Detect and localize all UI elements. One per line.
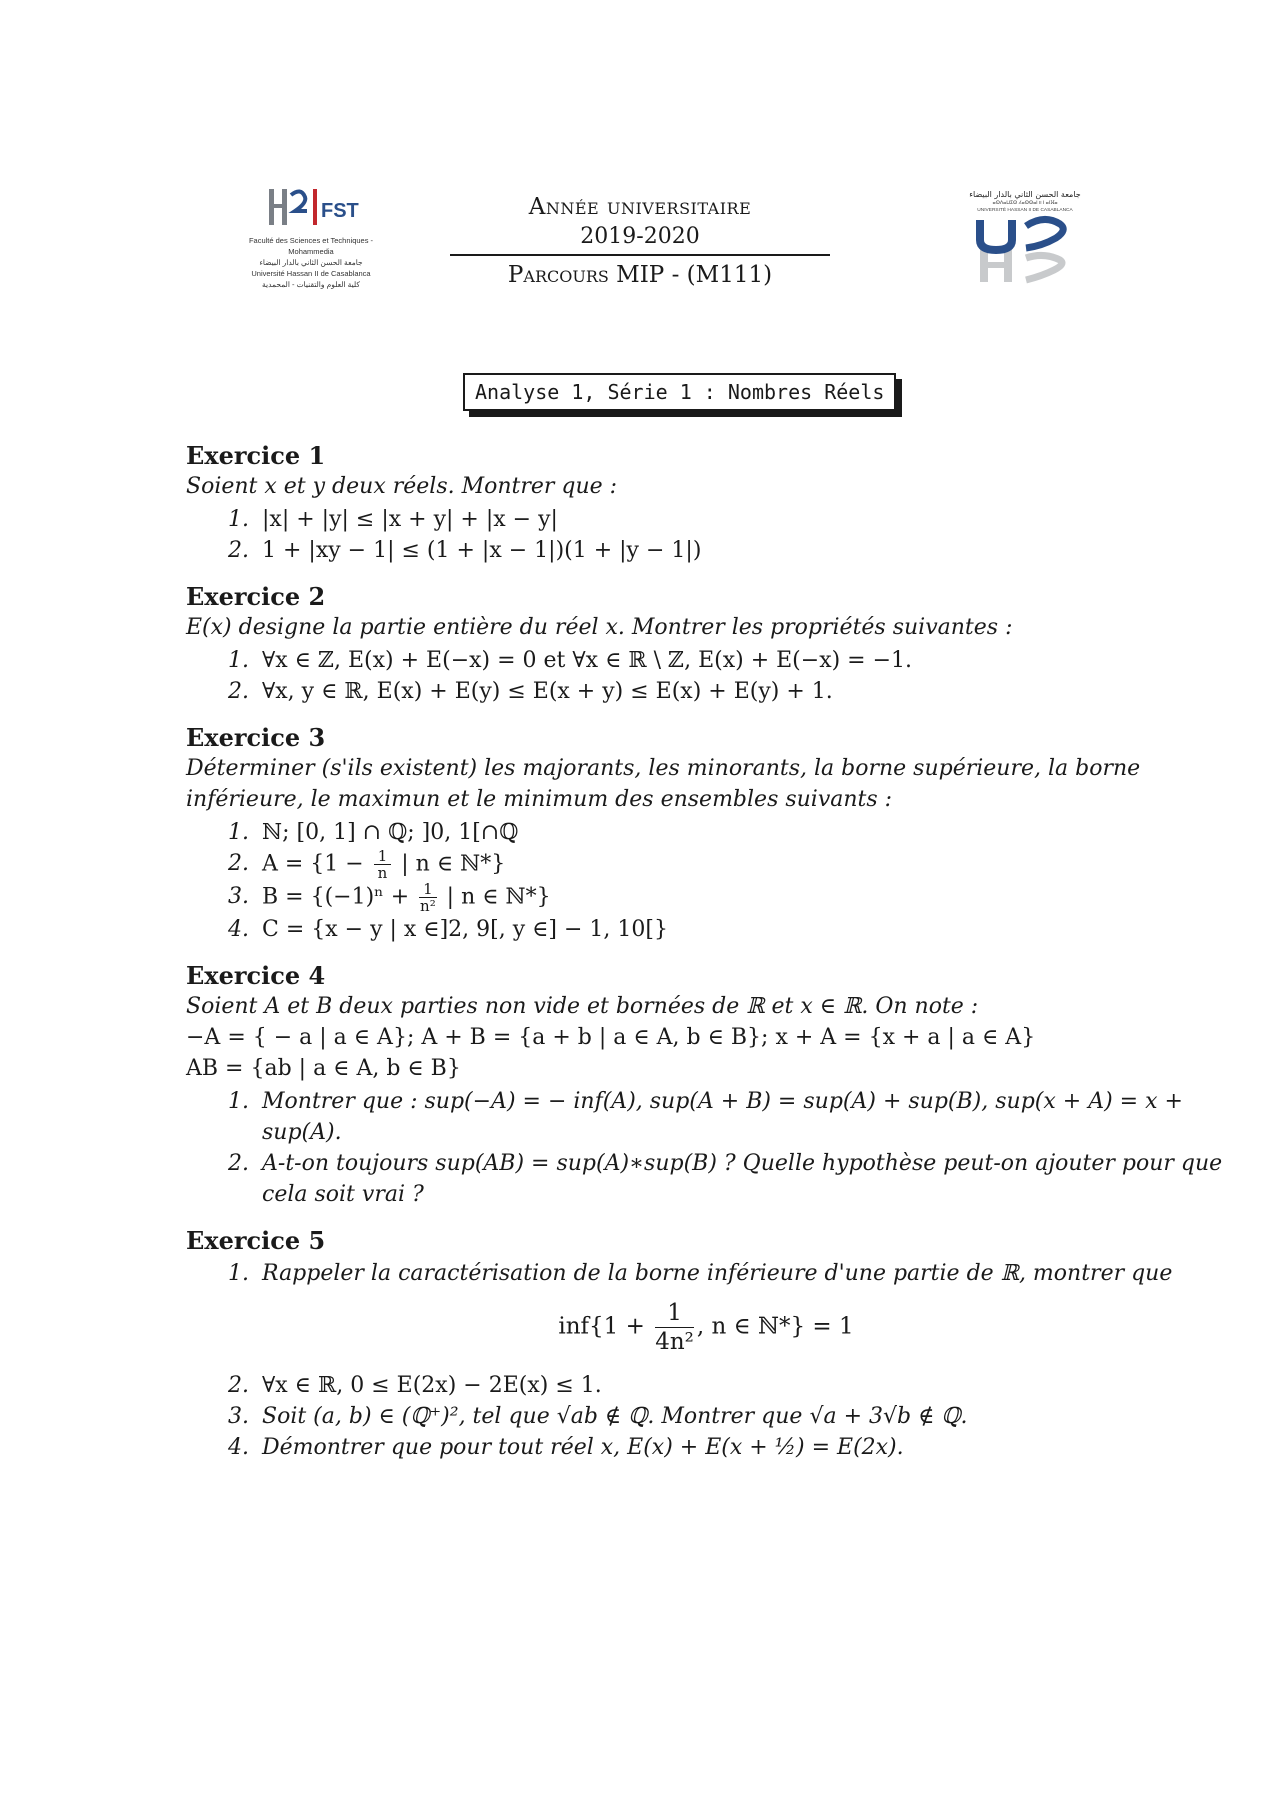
list-item: 2. ∀x, y ∈ ℝ, E(x) + E(y) ≤ E(x + y) ≤ E(x) + E(y) + 1. — [228, 679, 833, 704]
exercise-intro: Déterminer (s'ils existent) les majorants, les minorants, la borne supérieure, la borne inférieure, le maximun et le minimum des ensembles suivants : — [186, 756, 1141, 812]
series-title: Analyse 1, Série 1 : Nombres Réels — [463, 373, 896, 411]
exercise-2 — [186, 582, 1226, 707]
exercise-definitions: AB = {ab | a ∈ A, b ∈ B} — [186, 1056, 461, 1081]
svg-text:FST: FST — [321, 200, 359, 222]
list-item: 1. |x| + |y| ≤ |x + y| + |x − y| — [228, 507, 558, 532]
list-item: 1. ℕ; [0, 1] ∩ ℚ; ]0, 1[∩ℚ — [228, 820, 519, 845]
list-item: 3. Soit (a, b) ∈ (ℚ⁺)², tel que √ab ∉ ℚ. Montrer que √a + 3√b ∉ ℚ. — [228, 1404, 968, 1429]
exercise-intro: E(x) designe la partie entière du réel x. Montrer les propriétés suivantes : — [186, 615, 1013, 640]
fst-line-4: كلية العلوم والتقنيات - المحمدية — [261, 280, 360, 289]
display-equation: inf{1 + $\frac{1}{\text{4n²}}$ , n ∈ ℕ*} = 1 — [558, 1300, 854, 1355]
list-item: 2. A-t-on toujours sup(AB) = sup(A)∗sup(B) ? Quelle hypothèse peut-on ajouter pour que cela soit vrai ? — [228, 1151, 1223, 1207]
exercise-intro: Soient A et B deux parties non vide et bornées de ℝ et x ∈ ℝ. On note : — [186, 994, 979, 1019]
fst-logo-icon — [261, 183, 361, 231]
list-item: 3. B = {(−1)ⁿ + $\frac{1}{\text{n²}}$ | n ∈ ℕ*} — [228, 880, 551, 915]
uh2-emblem-icon — [970, 214, 1080, 284]
exercise-3 — [186, 723, 1226, 945]
list-item: 1. ∀x ∈ ℤ, E(x) + E(−x) = 0 et ∀x ∈ ℝ \ ℤ, E(x) + E(−x) = −1. — [228, 648, 913, 673]
exercise-4 — [186, 961, 1226, 1210]
exercise-title: Exercice 5 — [186, 1226, 326, 1255]
uh2-arabic-name: جامعة الحسن الثاني بالدار البيضاء — [969, 190, 1081, 199]
exercise-5 — [186, 1226, 1226, 1463]
list-item: 1. Montrer que : sup(−A) = − inf(A), sup(A + B) = sup(A) + sup(B), sup(x + A) = x + sup(A). — [228, 1089, 1183, 1145]
list-item: 2. ∀x ∈ ℝ, 0 ≤ E(2x) − 2E(x) ≤ 1. — [228, 1373, 602, 1398]
fst-line-1: Faculté des Sciences et Techniques - Mohammedia — [248, 236, 374, 256]
exercises — [186, 441, 1226, 1479]
exercise-intro: Soient x et y deux réels. Montrer que : — [186, 474, 618, 499]
exercise-1 — [186, 441, 1226, 566]
list-item: 2. A = {1 − $\frac{1}{n}$ | n ∈ ℕ*} — [228, 847, 506, 882]
exercise-title: Exercice 4 — [186, 961, 326, 990]
exercise-title: Exercice 3 — [186, 723, 326, 752]
exercise-definitions: −A = { − a | a ∈ A}; A + B = {a + b | a ∈ A, b ∈ B}; x + A = {x + a | a ∈ A} — [186, 1025, 1036, 1050]
exercise-title: Exercice 2 — [186, 582, 326, 611]
uh2-french-name: UNIVERSITÉ HASSAN II DE CASABLANCA — [977, 208, 1073, 213]
exercise-title: Exercice 1 — [186, 441, 326, 470]
fst-logo — [226, 183, 396, 303]
academic-year: 2019-2020 — [580, 224, 700, 249]
uh2-tifinagh-name: ⴰⵙⴷⴰⵡⵉⵙ ⵃⴰⵙⵙⴰⵏ II ⵏ ⴰⵏⴼⴰ — [992, 201, 1058, 206]
list-item: 4. Démontrer que pour tout réel x, E(x) + E(x + ½) = E(2x). — [228, 1435, 904, 1460]
list-item: 4. C = {x − y | x ∈]2, 9[, y ∈] − 1, 10[} — [228, 917, 668, 942]
uh2-logo — [966, 190, 1084, 300]
year-label: Année universitaire — [528, 194, 752, 220]
list-item: 2. 1 + |xy − 1| ≤ (1 + |x − 1|)(1 + |y − 1|) — [228, 538, 702, 563]
fst-line-2: جامعة الحسن الثاني بالدار البيضاء — [259, 258, 363, 267]
parcours: Parcours MIP - (M111) — [507, 262, 773, 288]
list-item: 1. Rappeler la caractérisation de la borne inférieure d'une partie de ℝ, montrer que — [228, 1261, 1173, 1286]
header-rule — [450, 254, 830, 256]
fst-line-3: Université Hassan II de Casablanca — [251, 269, 371, 278]
header-center — [440, 192, 840, 290]
